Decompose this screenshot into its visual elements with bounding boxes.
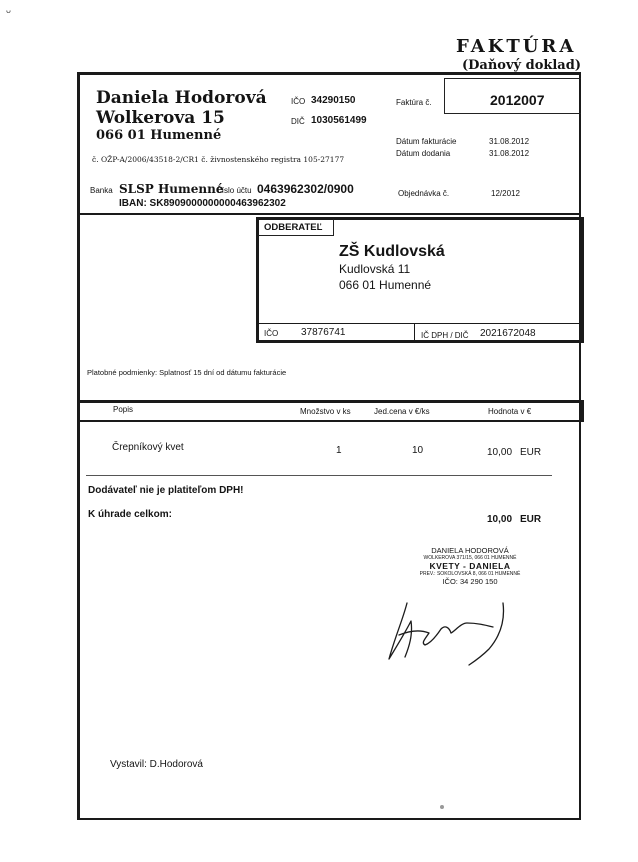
invoice-number: 2012007	[490, 92, 545, 108]
customer-id-separator	[414, 323, 415, 342]
customer-heading: ODBERATEĽ	[264, 222, 323, 233]
total-label: K úhrade celkom:	[88, 509, 172, 520]
document-subtitle: (Daňový doklad)	[462, 58, 581, 73]
account-number: 0463962302/0900	[257, 182, 354, 196]
scan-dot	[440, 805, 444, 809]
header-divider	[77, 213, 581, 215]
total-currency: EUR	[520, 514, 542, 525]
item-quantity: 1	[336, 445, 342, 456]
supplier-ico: 34290150	[311, 95, 356, 106]
signature	[385, 595, 525, 670]
order-label: Objednávka č.	[398, 189, 450, 198]
iban: IBAN: SK8909000000000463962302	[119, 198, 286, 209]
customer-id-divider	[258, 323, 583, 324]
bank-label: Banka	[90, 186, 113, 195]
col-header-value: Hodnota v €	[488, 407, 532, 416]
item-description: Črepníkový kvet	[112, 442, 184, 453]
stamp-line-2: WOLKEROVA 371/15, 066 01 HUMENNÉ	[423, 555, 517, 561]
invoice-number-label: Faktúra č.	[396, 98, 432, 107]
customer-ico-label: IČO	[264, 329, 279, 338]
customer-name: ZŠ Kudlovská	[339, 243, 445, 260]
items-bottom-divider	[86, 475, 552, 476]
bank-name: SLSP Humenné	[119, 182, 224, 196]
col-header-description: Popis	[113, 405, 134, 414]
issued-by: Vystavil: D.Hodorová	[110, 759, 203, 770]
stamp-line-4: PREV.: SOKOLOVSKÁ 8, 066 01 HUMENNÉ	[419, 571, 521, 577]
customer-vat: 2021672048	[480, 328, 536, 339]
corner-mark: ᵕ	[6, 4, 11, 19]
issue-date: 31.08.2012	[489, 137, 530, 146]
account-label: Číslo účtu	[216, 186, 252, 195]
total-value: 10,00	[487, 514, 513, 525]
supplier-dic: 1030561499	[311, 115, 367, 126]
payment-terms: Platobné podmienky: Splatnosť 15 dní od dátumu fakturácie	[87, 368, 287, 377]
stamp-line-3: KVETY - DANIELA	[429, 561, 511, 571]
customer-vat-label: IČ DPH / DIČ	[421, 331, 469, 340]
supplier-registration: č. OŽP-A/2006/43518-2/CR1 č. živnostenského registra 105-27177	[92, 155, 345, 164]
customer-city: 066 01 Humenné	[339, 278, 432, 292]
supplier-ico-label: IČO	[291, 97, 306, 106]
supplier-street: Wolkerova 15	[96, 108, 225, 128]
customer-street: Kudlovská 11	[339, 262, 411, 276]
stamp-line-5: IČO: 34 290 150	[442, 577, 498, 586]
delivery-date-label: Dátum dodania	[396, 149, 451, 158]
company-stamp	[405, 546, 535, 586]
document-title: FAKTÚRA	[456, 36, 577, 57]
delivery-date: 31.08.2012	[489, 149, 530, 158]
col-header-unit-price: Jed.cena v €/ks	[374, 407, 430, 416]
item-value: 10,00	[487, 447, 513, 458]
vat-note: Dodávateľ nie je platiteľom DPH!	[88, 485, 244, 496]
supplier-city: 066 01 Humenné	[96, 128, 222, 143]
stamp-line-1: DANIELA HODOROVÁ	[431, 546, 509, 555]
item-unit-price: 10	[412, 445, 424, 456]
supplier-dic-label: DIČ	[291, 117, 305, 126]
item-currency: EUR	[520, 447, 542, 458]
order-number: 12/2012	[491, 189, 520, 198]
supplier-name: Daniela Hodorová	[96, 88, 267, 108]
customer-ico: 37876741	[301, 327, 346, 338]
col-header-quantity: Množstvo v ks	[300, 407, 351, 416]
issue-date-label: Dátum fakturácie	[396, 137, 457, 146]
